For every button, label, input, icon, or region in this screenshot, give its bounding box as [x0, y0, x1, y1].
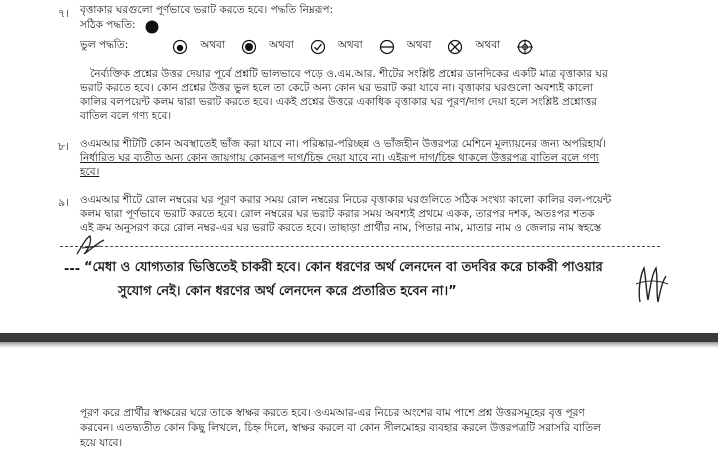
item-7-line-4: বাতিল বলে গণ্য হবে। — [80, 110, 172, 122]
filled-ring-icon — [241, 39, 257, 55]
item-9-line-3: এই ক্রম অনুসরণ করে রোল নম্বর-এর ঘর ভরাট করতে হবে। তাছাড়া প্রার্থীর নাম, পিতার নাম, মাতার নাম ও জেলার নাম স্বহস্তে — [80, 222, 602, 234]
check-circle-icon — [310, 39, 326, 55]
or-word: অথবা — [337, 39, 363, 51]
or-word: অথবা — [406, 39, 432, 51]
wrong-method-row — [80, 38, 534, 55]
page-separator — [0, 333, 718, 342]
item-7-line-3: কালির বলপয়েন্ট কলম দ্বারা ভরাট করতে হবে। একই প্রশ্নের উত্তরে একাধিক বৃত্তাকার ঘর পূরণ/দাগ দেয়া হলে সংশ্লিষ্ট প্রশ্নোত্তর — [80, 96, 597, 108]
item-7-title: বৃত্তাকার ঘরগুলো পূর্ণভাবে ভরাট করতে হবে। পদ্ধতি নিম্নরূপ: — [80, 4, 334, 16]
correct-method-label: সঠিক পদ্ধতি: — [80, 19, 136, 31]
wrong-method-label: ভুল পদ্ধতি: — [80, 39, 129, 51]
item-8-line-2: নির্ধারিত ঘর ব্যতীত অন্য কোন জায়গায় কোনরূপ দাগ/চিহ্ন দেয়া যাবে না। এইরূপ দাগ/চিহ্ন থাকলে উত্তরপত্র বাতিল বলে গণ্য — [80, 152, 599, 164]
page-shadow — [0, 342, 718, 348]
item-8-line-1: ওএমআর শীটটি কোন অবস্থাতেই ভাঁজ করা যাবে না। পরিষ্কার-পরিচ্ছন্ন ও ভাঁজহীন উত্তরপত্র মেশিনে মূল্যায়নের জন্য অপরিহার্য। — [80, 138, 606, 150]
handwritten-initial-mark — [74, 232, 108, 258]
correct-method-row — [80, 18, 159, 35]
filled-circle-icon — [145, 20, 159, 34]
quote-leader-dash: --- — [64, 262, 81, 277]
target-circle-icon — [516, 39, 534, 55]
handwritten-signature — [632, 262, 672, 308]
item-8-line-3: হবে। — [80, 166, 100, 178]
item-9-continuation-line-3: হয়ে যাবে। — [80, 437, 123, 449]
item-7-line-2: ভরাট করতে হবে। কোন প্রশ্নের উত্তর ভুল হলে তা কেটে অন্য কোন ঘর ভরাট করা যাবে না। বৃত্তাকার ঘরগুলো অবশ্যই কালো — [80, 82, 593, 94]
quote-line-1: “মেধা ও যোগ্যতার ভিত্তিতেই চাকরী হবে। কোন ধরণের অর্থ লেনদেন বা তদবির করে চাকরী পাওয়ার — [84, 260, 603, 275]
item-9-line-1: ওএমআর শীটে রোল নম্বরের ঘর পূরণ করার সময় রোল নম্বরের নিচের বৃত্তাকার ঘরগুলিতে সঠিক সংখ্যা কালো কালির বল-পয়েন্ট — [80, 194, 612, 206]
x-circle-icon — [447, 39, 463, 55]
dot-circle-icon — [172, 39, 188, 55]
section-divider — [60, 246, 660, 247]
or-word: অথবা — [269, 39, 294, 51]
or-word: অথবা — [200, 39, 226, 51]
item-7-line-1: নৈর্ব্যক্তিক প্রশ্নের উত্তর দেয়ার পূর্বে প্রশ্নটি ভালভাবে পড়ে ও.এম.আর. শীটের সংশ্লিষ্ট প্রশ্নের ডানদিকের একটি মাত্র বৃত্তাকার ঘর — [90, 68, 608, 80]
item-9-continuation-line-1: পূরণ করে প্রার্থীর স্বাক্ষরের ঘরে তাকে স্বাক্ষর করতে হবে। ওএমআর-এর নিচের অংশের বাম পাশে প্রশ্ন উত্তরসমূহের বৃত্ত পূরণ — [80, 407, 585, 419]
minus-circle-icon — [379, 39, 395, 55]
document-page-bottom — [0, 342, 718, 470]
quote-line-2: সুযোগ নেই। কোন ধরণের অর্থ লেনদেন করে প্রতারিত হবেন না।” — [118, 284, 457, 299]
item-9-number: ৯। — [58, 196, 70, 209]
or-word: অথবা — [475, 39, 501, 51]
item-7-number: ৭। — [58, 7, 70, 20]
item-9-continuation-line-2: করবেন। এতদ্ব্যতীত কোন কিছু লিখলে, চিহ্ন দিলে, স্বাক্ষর করলে বা কোন সীলমোহর ব্যবহার করলে উত্তরপত্রটি সরাসরি বাতিল — [80, 422, 601, 434]
item-8-number: ৮। — [58, 140, 70, 153]
item-9-line-2: কলম দ্বারা পূর্ণভাবে ভরাট করতে হবে। রোল নম্বরের ঘর ভরাট করার সময় অবশ্যই প্রথমে একক, তারপর দশক, অতঃপর শতক — [80, 208, 595, 220]
